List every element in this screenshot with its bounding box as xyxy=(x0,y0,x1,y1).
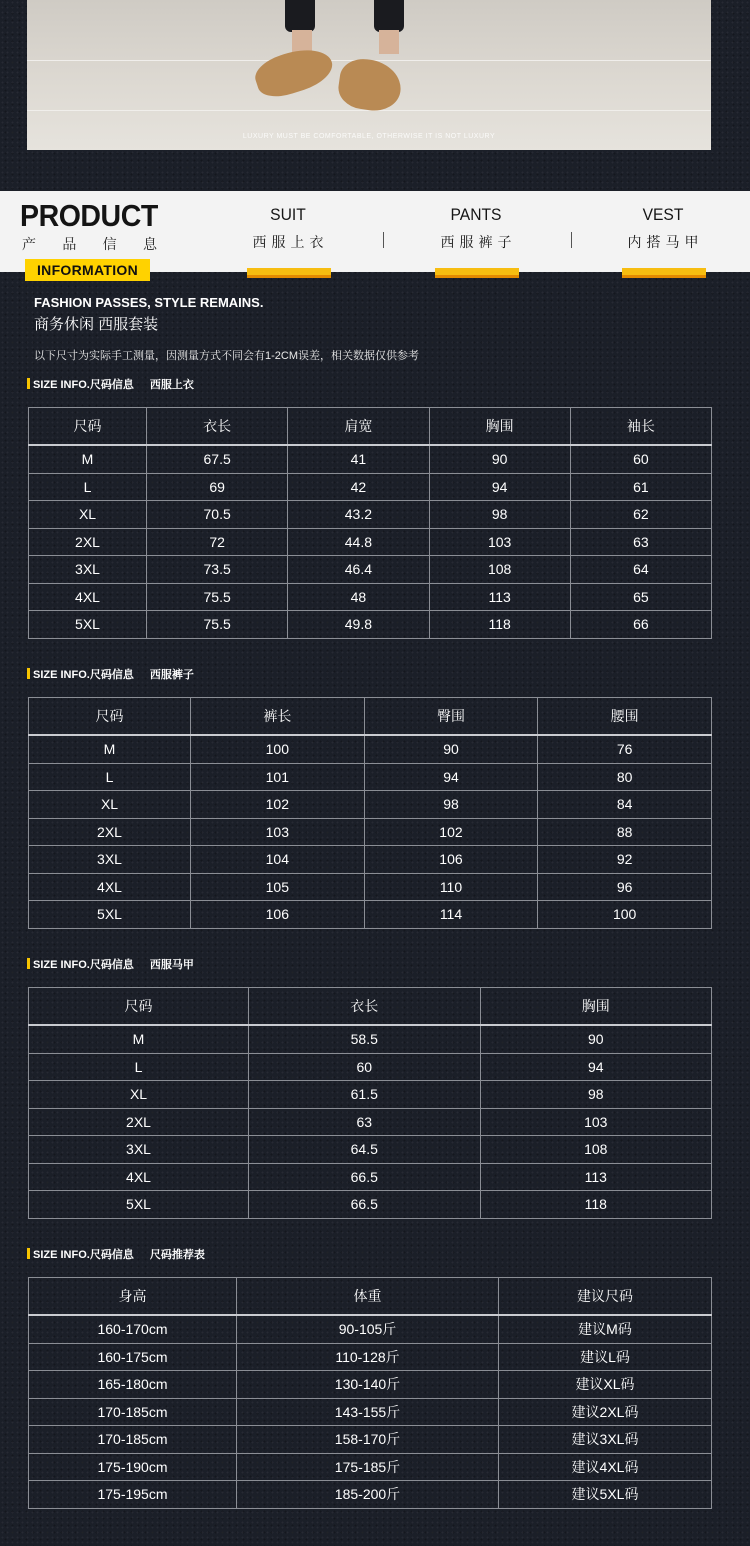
table-header: 尺码 xyxy=(29,408,147,446)
table-cell: 3XL xyxy=(29,556,147,584)
section-title: SIZE INFO.尺码信息 xyxy=(33,1249,134,1261)
table-cell: 160-170cm xyxy=(29,1315,237,1343)
category-underline xyxy=(622,268,706,275)
section-title: SIZE INFO.尺码信息 xyxy=(33,379,134,391)
table-cell: 113 xyxy=(429,583,570,611)
table-cell: 94 xyxy=(364,763,538,791)
size-recommendation-table xyxy=(28,1277,712,1509)
table-cell: 60 xyxy=(249,1053,481,1081)
table-cell: 64 xyxy=(570,556,711,584)
product-cn-char: 息 xyxy=(142,236,157,252)
table-cell: 62 xyxy=(570,501,711,529)
table-cell: 103 xyxy=(191,818,365,846)
table-cell: 108 xyxy=(429,556,570,584)
vest-size-table xyxy=(28,987,712,1219)
table-cell: 48 xyxy=(288,583,429,611)
table-header: 袖长 xyxy=(570,408,711,446)
tagline-en: FASHION PASSES, STYLE REMAINS. xyxy=(34,295,264,310)
table-row xyxy=(29,528,712,556)
hero-caption: LUXURY MUST BE COMFORTABLE, OTHERWISE IT IS NOT LUXURY xyxy=(242,133,496,140)
table-cell: 49.8 xyxy=(288,611,429,639)
table-row xyxy=(29,846,712,874)
table-cell: 113 xyxy=(480,1163,712,1191)
category-en: VEST xyxy=(642,205,684,224)
table-cell: 118 xyxy=(480,1191,712,1219)
table-cell: 4XL xyxy=(29,873,191,901)
table-header: 尺码 xyxy=(29,698,191,736)
table-cell: 90-105斤 xyxy=(237,1315,499,1343)
table-cell: 98 xyxy=(480,1081,712,1109)
table-cell: 建议M码 xyxy=(499,1315,712,1343)
table-cell: 41 xyxy=(288,445,429,473)
table-header: 胸围 xyxy=(480,988,712,1026)
table-cell: 110 xyxy=(364,873,538,901)
table-row xyxy=(29,1315,712,1343)
table-cell: 70.5 xyxy=(147,501,288,529)
table-cell: 165-180cm xyxy=(29,1371,237,1399)
table-cell: 101 xyxy=(191,763,365,791)
table-cell: 90 xyxy=(480,1025,712,1053)
table-cell: 175-195cm xyxy=(29,1481,237,1509)
table-cell: 88 xyxy=(538,818,712,846)
category-pants xyxy=(421,206,531,252)
table-row xyxy=(29,1136,712,1164)
table-row xyxy=(29,556,712,584)
table-cell: 建议4XL码 xyxy=(499,1453,712,1481)
table-cell: 65 xyxy=(570,583,711,611)
table-cell: 158-170斤 xyxy=(237,1426,499,1454)
table-cell: 60 xyxy=(570,445,711,473)
section-subtitle: 西服裤子 xyxy=(149,669,194,681)
product-cn-char: 产 xyxy=(22,236,36,252)
table-cell: 102 xyxy=(364,818,538,846)
product-subtitle-cn xyxy=(22,234,157,254)
table-cell: L xyxy=(29,763,191,791)
category-divider xyxy=(571,232,572,248)
table-cell: 66 xyxy=(570,611,711,639)
table-row xyxy=(29,763,712,791)
table-row xyxy=(29,735,712,763)
table-row xyxy=(29,1081,712,1109)
table-row xyxy=(29,501,712,529)
table-cell: 103 xyxy=(480,1108,712,1136)
table-cell: 76 xyxy=(538,735,712,763)
table-header: 衣长 xyxy=(147,408,288,446)
table-cell: M xyxy=(29,1025,249,1053)
section-header-jacket xyxy=(27,378,194,392)
table-cell: 130-140斤 xyxy=(237,1371,499,1399)
category-underline xyxy=(247,268,331,275)
table-cell: 90 xyxy=(429,445,570,473)
product-cn-char: 品 xyxy=(62,236,77,252)
table-row xyxy=(29,1343,712,1371)
table-cell: 建议2XL码 xyxy=(499,1398,712,1426)
table-row xyxy=(29,1398,712,1426)
section-subtitle: 西服马甲 xyxy=(149,959,194,971)
table-row xyxy=(29,1108,712,1136)
table-cell: 66.5 xyxy=(249,1191,481,1219)
table-row xyxy=(29,583,712,611)
table-row xyxy=(29,1481,712,1509)
table-cell: 170-185cm xyxy=(29,1398,237,1426)
table-cell: 73.5 xyxy=(147,556,288,584)
table-cell: 75.5 xyxy=(147,583,288,611)
table-cell: 170-185cm xyxy=(29,1426,237,1454)
table-cell: 3XL xyxy=(29,846,191,874)
table-header: 尺码 xyxy=(29,988,249,1026)
table-cell: 建议XL码 xyxy=(499,1371,712,1399)
table-cell: 110-128斤 xyxy=(237,1343,499,1371)
right-ankle xyxy=(379,30,399,54)
table-cell: 2XL xyxy=(29,818,191,846)
table-cell: 46.4 xyxy=(288,556,429,584)
table-header: 体重 xyxy=(237,1278,499,1316)
table-cell: 63 xyxy=(570,528,711,556)
table-row xyxy=(29,1025,712,1053)
section-marker xyxy=(27,668,30,679)
table-cell: 建议3XL码 xyxy=(499,1426,712,1454)
table-cell: 118 xyxy=(429,611,570,639)
table-cell: 58.5 xyxy=(249,1025,481,1053)
table-row xyxy=(29,791,712,819)
table-row xyxy=(29,818,712,846)
right-trouser-leg xyxy=(374,0,404,32)
section-subtitle: 西服上衣 xyxy=(149,379,194,391)
table-row xyxy=(29,1453,712,1481)
table-cell: 建议5XL码 xyxy=(499,1481,712,1509)
table-row xyxy=(29,901,712,929)
table-cell: 98 xyxy=(364,791,538,819)
table-cell: 63 xyxy=(249,1108,481,1136)
table-cell: 90 xyxy=(364,735,538,763)
table-cell: XL xyxy=(29,1081,249,1109)
table-row xyxy=(29,1053,712,1081)
table-cell: 5XL xyxy=(29,1191,249,1219)
table-cell: 66.5 xyxy=(249,1163,481,1191)
table-cell: 建议L码 xyxy=(499,1343,712,1371)
table-cell: 43.2 xyxy=(288,501,429,529)
section-header-recommendation xyxy=(27,1248,205,1262)
table-cell: L xyxy=(29,473,147,501)
measurement-note: 以下尺寸为实际手工测量，因测量方式不同会有1-2CM误差，相关数据仅供参考 xyxy=(34,350,420,362)
table-cell: 185-200斤 xyxy=(237,1481,499,1509)
table-row xyxy=(29,1371,712,1399)
category-cn: 西服上衣 xyxy=(252,234,329,250)
table-cell: 98 xyxy=(429,501,570,529)
section-title: SIZE INFO.尺码信息 xyxy=(33,959,134,971)
table-cell: 94 xyxy=(480,1053,712,1081)
pants-size-table xyxy=(28,697,712,929)
table-cell: 94 xyxy=(429,473,570,501)
table-cell: 44.8 xyxy=(288,528,429,556)
table-cell: 84 xyxy=(538,791,712,819)
section-header-vest xyxy=(27,958,194,972)
table-row xyxy=(29,1426,712,1454)
table-cell: 42 xyxy=(288,473,429,501)
table-cell: 102 xyxy=(191,791,365,819)
table-cell: XL xyxy=(29,791,191,819)
table-cell: 69 xyxy=(147,473,288,501)
table-cell: L xyxy=(29,1053,249,1081)
table-header: 胸围 xyxy=(429,408,570,446)
section-marker xyxy=(27,1248,30,1259)
table-cell: 100 xyxy=(538,901,712,929)
table-row xyxy=(29,1163,712,1191)
table-cell: 4XL xyxy=(29,583,147,611)
table-cell: 106 xyxy=(191,901,365,929)
table-row xyxy=(29,473,712,501)
section-marker xyxy=(27,958,30,969)
table-cell: 4XL xyxy=(29,1163,249,1191)
product-cn-char: 信 xyxy=(102,236,117,252)
category-vest xyxy=(608,206,718,252)
section-marker xyxy=(27,378,30,389)
table-cell: 100 xyxy=(191,735,365,763)
section-subtitle: 尺码推荐表 xyxy=(149,1249,205,1261)
table-cell: 104 xyxy=(191,846,365,874)
right-loafer xyxy=(336,56,404,114)
table-cell: 92 xyxy=(538,846,712,874)
table-row xyxy=(29,1191,712,1219)
table-cell: 108 xyxy=(480,1136,712,1164)
table-header: 臀围 xyxy=(364,698,538,736)
section-title: SIZE INFO.尺码信息 xyxy=(33,669,134,681)
table-cell: XL xyxy=(29,501,147,529)
table-header: 身高 xyxy=(29,1278,237,1316)
table-cell: 80 xyxy=(538,763,712,791)
category-divider xyxy=(383,232,384,248)
table-cell: 5XL xyxy=(29,611,147,639)
tagline-cn: 商务休闲 西服套装 xyxy=(34,316,159,333)
table-cell: 114 xyxy=(364,901,538,929)
table-cell: 103 xyxy=(429,528,570,556)
table-cell: 72 xyxy=(147,528,288,556)
table-header: 腰围 xyxy=(538,698,712,736)
category-suit xyxy=(233,206,343,252)
category-underline xyxy=(435,268,519,275)
table-cell: 5XL xyxy=(29,901,191,929)
jacket-size-table xyxy=(28,407,712,639)
table-cell: M xyxy=(29,445,147,473)
table-cell: 175-185斤 xyxy=(237,1453,499,1481)
table-cell: 175-190cm xyxy=(29,1453,237,1481)
table-row xyxy=(29,445,712,473)
table-cell: 2XL xyxy=(29,1108,249,1136)
table-row xyxy=(29,873,712,901)
product-title: PRODUCT xyxy=(20,198,158,233)
table-cell: 105 xyxy=(191,873,365,901)
table-cell: 143-155斤 xyxy=(237,1398,499,1426)
table-cell: 2XL xyxy=(29,528,147,556)
table-cell: 67.5 xyxy=(147,445,288,473)
table-cell: 64.5 xyxy=(249,1136,481,1164)
information-tag: INFORMATION xyxy=(25,259,150,281)
table-cell: 61.5 xyxy=(249,1081,481,1109)
category-en: SUIT xyxy=(270,205,306,224)
category-cn: 西服裤子 xyxy=(440,234,517,250)
table-header: 衣长 xyxy=(249,988,481,1026)
section-header-pants xyxy=(27,668,194,682)
category-cn: 内搭马甲 xyxy=(627,234,704,250)
table-cell: 61 xyxy=(570,473,711,501)
left-trouser-leg xyxy=(285,0,315,32)
table-cell: 106 xyxy=(364,846,538,874)
table-cell: 160-175cm xyxy=(29,1343,237,1371)
table-cell: 3XL xyxy=(29,1136,249,1164)
table-cell: M xyxy=(29,735,191,763)
table-header: 建议尺码 xyxy=(499,1278,712,1316)
table-header: 裤长 xyxy=(191,698,365,736)
table-header: 肩宽 xyxy=(288,408,429,446)
table-cell: 96 xyxy=(538,873,712,901)
category-en: PANTS xyxy=(450,205,502,224)
table-row xyxy=(29,611,712,639)
hero-photo xyxy=(27,0,711,150)
table-cell: 75.5 xyxy=(147,611,288,639)
